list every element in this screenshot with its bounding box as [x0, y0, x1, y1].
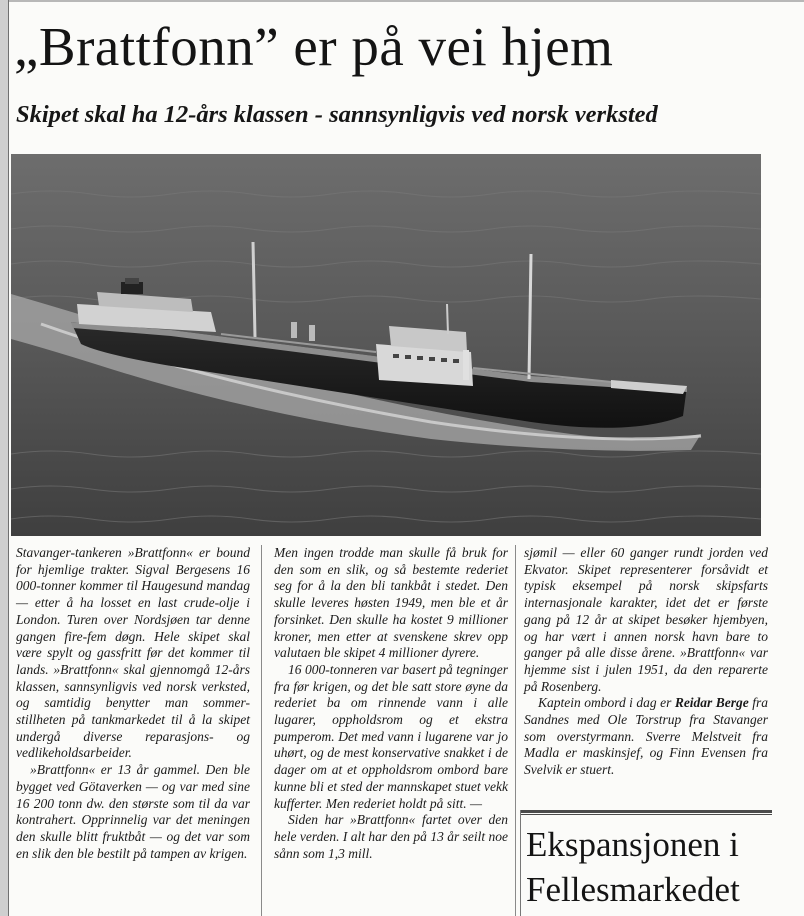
next-article-rule [520, 814, 772, 815]
paragraph: Men ingen trodde man skulle få bruk for den som en slik, og så bestemte rederiet seg for å la den bli tankbåt i stedet. Den skulle leveres høsten 1949, men ble et år forsinket. Den skulle ha kostet 9 millioner kroner, men etter at svenskene skrev opp valutaen ble skipet 4 millioner dyrere. [274, 545, 508, 661]
paragraph: 16 000-tonneren var basert på tegninger fra før krigen, og det ble satt store øyne da rederiet ba om rinnende vann i alle lugarer, oppholdsrom og et ekstra pumperom. Det med vann i lugarene var jo uhørt, og de mest konservative snakket i de dager om at et oppholdsrom ombord bare kunne bli et sted der mannskapet stuet vekk kufferter. Men rederiet holdt på sitt. — [274, 661, 508, 811]
crew-rest: fra Sandnes med Ole Torstrup fra Stavanger som overstyrmann. Sverre Melstveit fra Madla er maskinsjef, og Finn Evensen fra Svelvik er stuert. [524, 695, 768, 778]
article-column-3 [524, 545, 768, 779]
column-divider [515, 545, 516, 916]
next-article-headline-line1: Ekspansjonen i [526, 825, 739, 864]
captain-name: Reidar Berge [674, 695, 749, 711]
top-rule [0, 0, 804, 2]
page-margin [0, 0, 8, 916]
next-article-headline-line2: Fellesmarkedet [526, 870, 740, 909]
article-headline: „Brattfonn” er på vei hjem [14, 16, 614, 77]
next-article-rule [520, 810, 772, 813]
paragraph: »Brattfonn« er 13 år gammel. Den ble bygget ved Götaverken — og var med sine 16 200 tonn dw. den største som til da var kontrahert. Opprinnelig var det meningen den skulle blitt fruktbåt — og det var som en slik den ble bestilt på tampen av krigen. [16, 762, 250, 861]
next-article-headline [526, 822, 776, 912]
tanker-ship-photo [11, 154, 761, 536]
next-article-border [520, 810, 521, 916]
column-rule [8, 0, 9, 916]
crew-paragraph [524, 695, 768, 779]
column-divider [261, 545, 262, 916]
tanker-ship-illustration [11, 154, 761, 536]
paragraph: sjømil — eller 60 ganger rundt jorden ved Ekvator. Skipet representerer forsåvidt et typisk eksempel på norsk skipsfarts internasjonale karakter, idet det er første gang på 12 år at skipet besøker hjembyen, og har vært i annen norsk havn bare to ganger på alle disse årene. »Brattfonn« var hjemme sist i julen 1951, da den reparerte på Rosenberg. [524, 545, 768, 694]
article-column-1 [16, 545, 250, 862]
paragraph: Siden har »Brattfonn« fartet over den hele verden. I alt har den på 13 år seilt noe sånn som 1,3 mill. [274, 812, 508, 861]
crew-intro: Kaptein ombord i dag er [538, 695, 675, 711]
paragraph: Stavanger-tankeren »Brattfonn« er bound for hjemlige trakter. Sigval Bergesens 16 000-tonner kommer til Haugesund mandag — etter å ha losset en last crude-olje i London. Turen over Nordsjøen tar denne gangen fire-fem døgn. Hele skipet skal være spylt og gassfritt før det kommer til lands. »Brattfonn« skal gjennomgå 12-års klassen, sannsynligvis ved norsk verksted, og samtidig benytter man sommer-stillheten på tankmarkedet til å la skipet undergå diverse reparasjons- og vedlikeholdsarbeider. [16, 545, 250, 761]
article-column-2 [274, 545, 508, 862]
article-subheadline: Skipet skal ha 12-års klassen - sannsynligvis ved norsk verksted [16, 101, 658, 128]
